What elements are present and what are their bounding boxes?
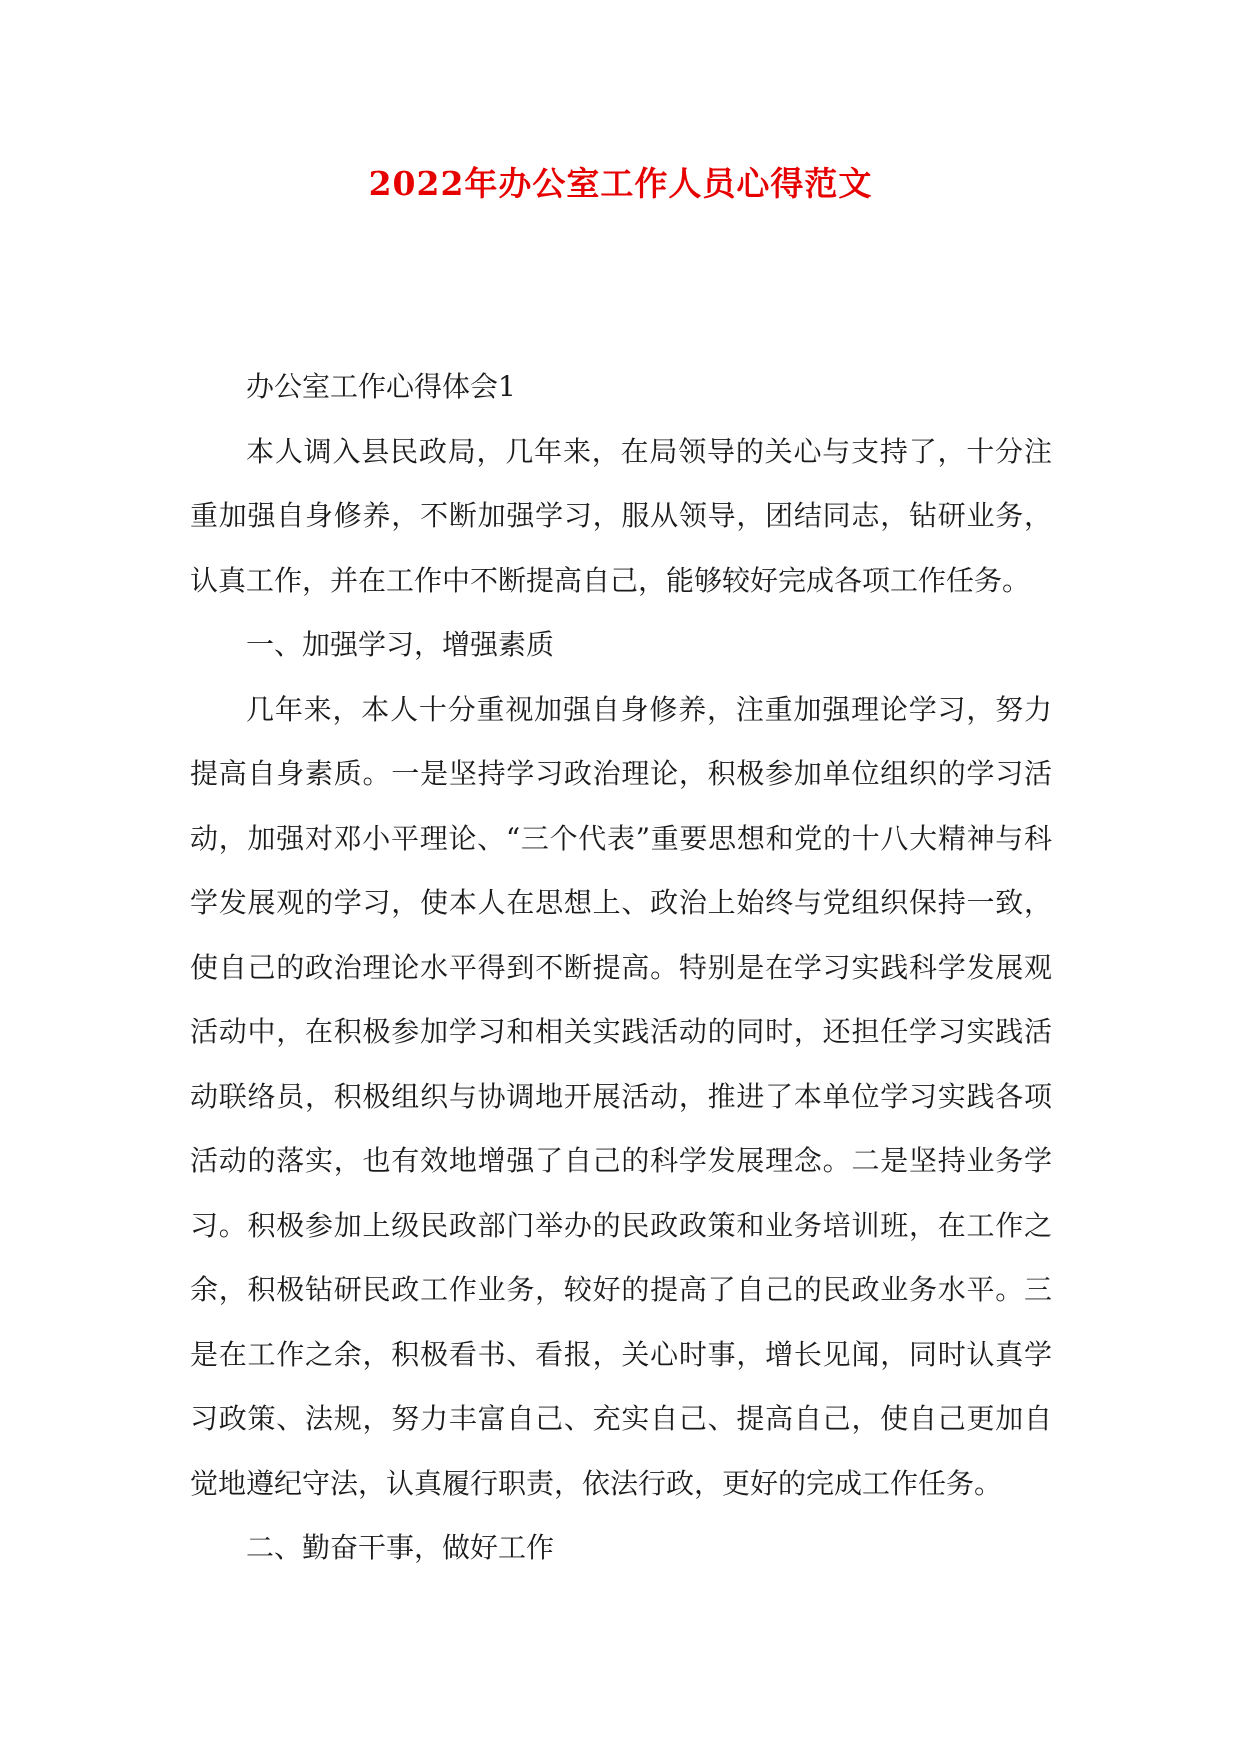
document-title: 2022年办公室工作人员心得范文 [368,164,873,203]
document-body [190,355,1052,1581]
section-heading: 一、加强学习，增强素质 [246,628,555,661]
section-heading: 二、勤奋干事，做好工作 [246,1531,555,1564]
body-paragraph: 几年来，本人十分重视加强自身修养，注重加强理论学习，努力提高自身素质。一是坚持学习政治理论，积极参加单位组织的学习活动，加强对邓小平理论、“三个代表”重要思想和党的十八大精神与科学发展观的学习，使本人在思想上、政治上始终与党组织保持一致，使自己的政治理论水平得到不断提高。特别是在学习实践科学发展观活动中，在积极参加学习和相关实践活动的同时，还担任学习实践活动联络员，积极组织与协调地开展活动，推进了本单位学习实践各项活动的落实，也有效地增强了自己的科学发展理念。二是坚持业务学习。积极参加上级民政部门举办的民政政策和业务培训班，在工作之余，积极钻研民政工作业务，较好的提高了自己的民政业务水平。三是在工作之余，积极看书、看报，关心时事，增长见闻，同时认真学习政策、法规，努力丰富自己、充实自己、提高自己，使自己更加自觉地遵纪守法，认真履行职责，依法行政，更好的完成工作任务。 [190,692,1052,1500]
section-heading: 办公室工作心得体会1 [246,370,516,403]
body-paragraph: 本人调入县民政局，几年来，在局领导的关心与支持了，十分注重加强自身修养，不断加强学习，服从领导，团结同志，钻研业务，认真工作，并在工作中不断提高自己，能够较好完成各项工作任务。 [190,434,1052,597]
